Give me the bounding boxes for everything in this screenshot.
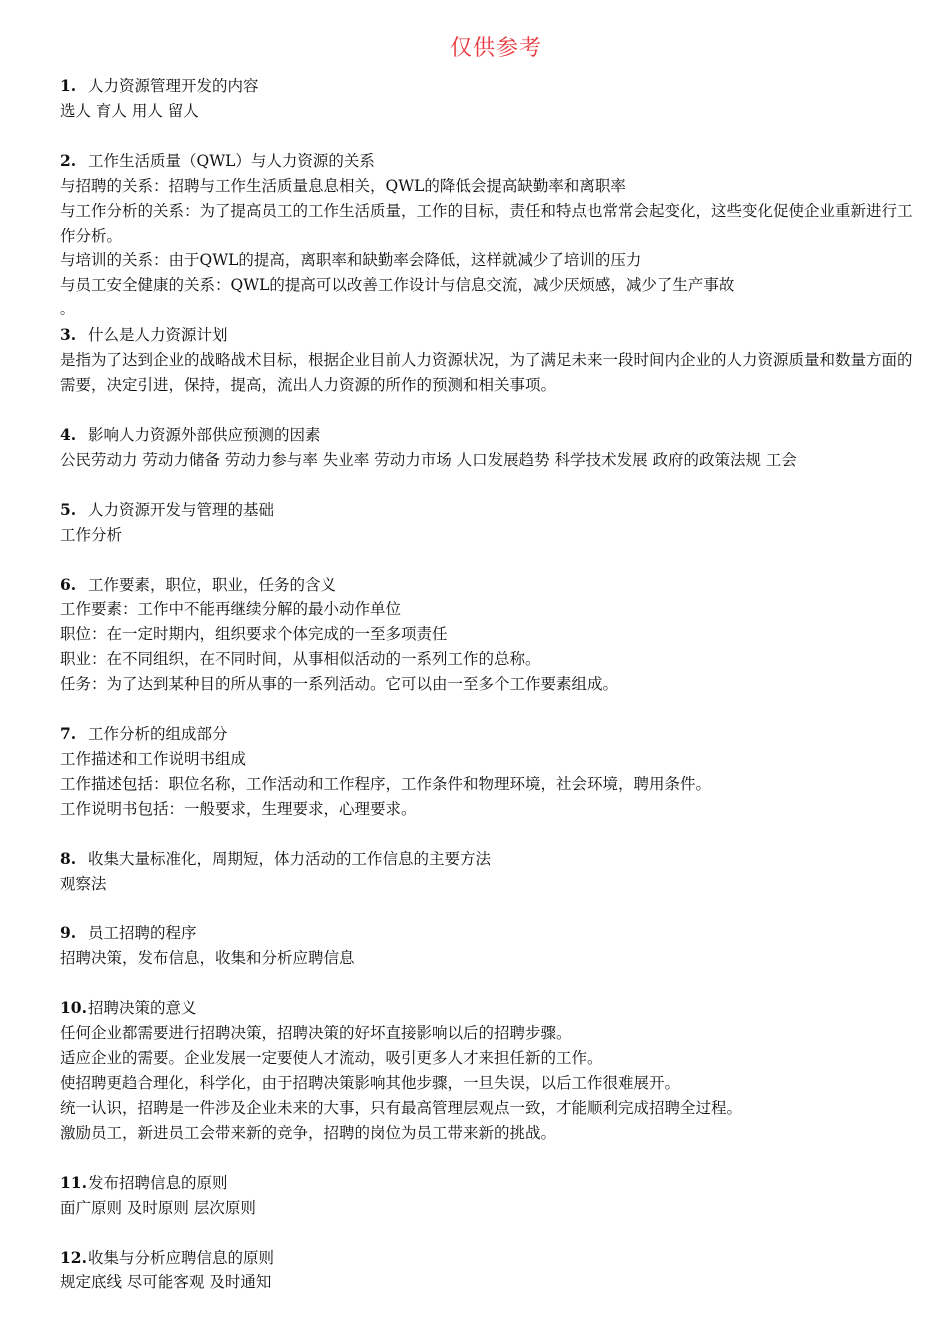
question-number: 3. [60, 325, 77, 345]
question-section [60, 996, 922, 1145]
answer-line: 任务：为了达到某种目的所从事的一系列活动。它可以由一至多个工作要素组成。 [60, 675, 619, 694]
question-heading [60, 149, 922, 174]
answer-line: 规定底线 尽可能客观 及时通知 [60, 1273, 272, 1292]
answer-line: 统一认识，招聘是一件涉及企业未来的大事，只有最高管理层观点一致，才能顺利完成招聘全过程。 [60, 1098, 743, 1117]
question-section [60, 323, 922, 398]
question-heading [60, 423, 922, 448]
answer-line: 激励员工，新进员工会带来新的竞争，招聘的岗位为员工带来新的挑战。 [60, 1123, 557, 1142]
question-heading [60, 323, 922, 348]
question-section [60, 847, 922, 897]
answer-line: 招聘决策，发布信息，收集和分析应聘信息 [60, 949, 355, 968]
answer-line: 职位：在一定时期内，组织要求个体完成的一至多项责任 [60, 625, 448, 644]
answer-line: 工作分析 [60, 525, 123, 544]
answer-line: 观察法 [60, 874, 107, 893]
question-title: 人力资源管理开发的内容 [88, 77, 259, 95]
question-title: 员工招聘的程序 [88, 924, 197, 943]
answer-line: 是指为了达到企业的战略战术目标，根据企业目前人力资源状况，为了满足未来一段时间内企业的人力资源质量和数量方面的需要，决定引进，保持，提高，流出人力资源的所作的预测和相关事项。 [60, 351, 913, 394]
question-title: 招聘决策的意义 [88, 999, 197, 1018]
question-section [60, 921, 922, 971]
question-number: 2. [60, 150, 77, 170]
answer-line: 选人 育人 用人 留人 [60, 101, 199, 120]
question-number: 1. [60, 76, 77, 95]
answer-line: 适应企业的需要。企业发展一定要使人才流动，吸引更多人才来担任新的工作。 [60, 1049, 603, 1068]
question-title: 工作要素，职位，职业，任务的含义 [88, 575, 337, 594]
question-section [60, 1171, 922, 1221]
answer-line: 工作说明书包括：一般要求，生理要求，心理要求。 [60, 799, 417, 818]
question-number: 12. [60, 1247, 87, 1267]
question-number: 6. [60, 574, 77, 594]
question-heading [60, 1246, 922, 1271]
question-section [60, 722, 922, 822]
question-title: 影响人力资源外部供应预测的因素 [88, 425, 321, 444]
answer-line: 与招聘的关系：招聘与工作生活质量息息相关，QWL的降低会提高缺勤率和离职率 [60, 176, 626, 195]
question-title: 发布招聘信息的原则 [88, 1173, 228, 1192]
question-section [60, 74, 922, 124]
question-heading [60, 847, 922, 872]
answer-line: 与培训的关系：由于QWL的提高，离职率和缺勤率会降低，这样就减少了培训的压力 [60, 251, 642, 270]
question-number: 7. [60, 724, 77, 744]
question-number: 4. [60, 424, 77, 444]
question-heading [60, 74, 922, 99]
answer-line: 与工作分析的关系：为了提高员工的工作生活质量，工作的目标，责任和特点也常常会起变化，这些变化促使企业重新进行工作分析。 [60, 201, 913, 245]
question-heading [60, 1171, 922, 1196]
question-section [60, 573, 922, 698]
answer-line: 公民劳动力 劳动力储备 劳动力参与率 失业率 劳动力市场 人口发展趋势 科学技术发展 政府的政策法规 工会 [60, 450, 797, 469]
question-section [60, 423, 922, 473]
watermark-text: 仅供参考 [449, 36, 542, 61]
answer-line: 任何企业都需要进行招聘决策，招聘决策的好坏直接影响以后的招聘步骤。 [60, 1024, 572, 1043]
sections-container [60, 74, 922, 1295]
question-number: 5. [60, 499, 77, 519]
answer-line: 使招聘更趋合理化，科学化，由于招聘决策影响其他步骤，一旦失误，以后工作很难展开。 [60, 1074, 681, 1092]
question-title: 收集大量标准化，周期短，体力活动的工作信息的主要方法 [88, 849, 492, 868]
answer-line: 与员工安全健康的关系：QWL的提高可以改善工作设计与信息交流，减少厌烦感，减少了生产事故 [60, 276, 735, 295]
question-section [60, 498, 922, 548]
question-title: 人力资源开发与管理的基础 [88, 500, 275, 519]
question-number: 10. [60, 998, 87, 1018]
answer-line: 工作描述包括：职位名称，工作活动和工作程序，工作条件和物理环境，社会环境，聘用条件。 [60, 774, 712, 793]
question-section [60, 149, 922, 323]
question-title: 工作分析的组成部分 [88, 725, 228, 744]
answer-line: 工作要素：工作中不能再继续分解的最小动作单位 [60, 600, 402, 619]
answer-line: 职业：在不同组织，在不同时间，从事相似活动的一系列工作的总称。 [60, 650, 541, 669]
question-number: 9. [60, 923, 77, 943]
question-title: 工作生活质量（QWL）与人力资源的关系 [88, 151, 375, 170]
answer-line: 面广原则 及时原则 层次原则 [60, 1198, 256, 1217]
question-heading [60, 921, 922, 946]
question-heading [60, 996, 922, 1021]
question-heading [60, 498, 922, 523]
question-heading [60, 573, 922, 598]
question-section [60, 1246, 922, 1296]
question-title: 收集与分析应聘信息的原则 [88, 1248, 275, 1267]
answer-line: 。 [60, 302, 74, 319]
question-number: 8. [60, 848, 77, 868]
question-number: 11. [60, 1172, 87, 1192]
question-heading [60, 722, 922, 747]
question-title: 什么是人力资源计划 [88, 326, 228, 345]
answer-line: 工作描述和工作说明书组成 [60, 749, 247, 768]
